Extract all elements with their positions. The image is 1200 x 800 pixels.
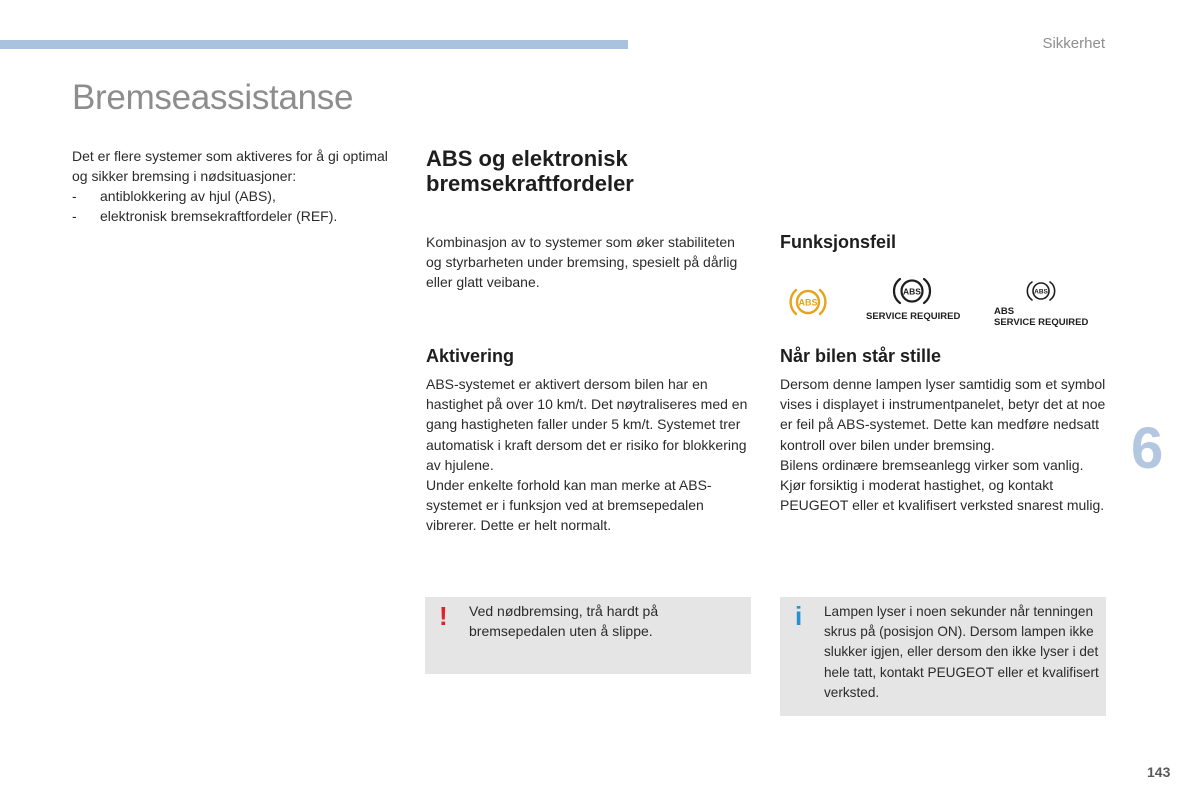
- chapter-number: 6: [1131, 416, 1164, 481]
- stationary-heading: Når bilen står stille: [780, 346, 942, 366]
- header-accent-bar: [0, 40, 628, 49]
- section-title: Sikkerhet: [1042, 35, 1105, 52]
- abs-circle-icon: [892, 274, 932, 308]
- info-note: [780, 597, 1106, 716]
- abs-section-heading: [426, 146, 634, 196]
- abs-service-required-small-icon: [994, 278, 1094, 328]
- exclamation-icon: !: [439, 601, 448, 631]
- activation-text: [426, 374, 752, 536]
- page-number: 143: [1147, 764, 1171, 780]
- intro-block: [72, 146, 392, 226]
- list-item: - antiblokkering av hjul (ABS),: [72, 186, 392, 206]
- warning-note-text: Ved nødbremsing, trå hardt på bremsepedalen uten å slippe.: [469, 603, 659, 640]
- abs-icon-text: ABS: [903, 286, 921, 297]
- stationary-para-2: Bilens ordinære bremseanlegg virker som vanlig. Kjør forsiktig i moderat hastighet, og kontakt PEUGEOT eller et kvalifisert verksted snarest mulig.: [780, 456, 1105, 514]
- service-required-label: SERVICE REQUIRED: [994, 317, 1089, 328]
- intro-text: Det er flere systemer som aktiveres for å gi optimal og sikker bremsing i nødsituasjoner:: [72, 148, 388, 184]
- abs-small-circle-icon: [1026, 278, 1056, 304]
- stationary-para-1: Dersom denne lampen lyser samtidig som et symbol vises i displayet i instrumentpanelet, betyr det at noe er feil på ABS-systemet. Dette kan medføre nedsatt kontroll over bilen under bremsing.: [780, 376, 1106, 453]
- intro-list: [72, 186, 392, 226]
- warning-note: [425, 597, 751, 674]
- info-icon: i: [795, 601, 803, 631]
- fault-heading: Funksjonsfeil: [780, 232, 897, 252]
- info-note-text: Lampen lyser i noen sekunder når tenningen skrus på (posisjon ON). Dersom lampen ikke slukker igjen, eller dersom den ikke lyser i det hele tatt, kontakt PEUGEOT eller et kvalifisert verksted.: [824, 604, 1099, 700]
- activation-para-2: Under enkelte forhold kan man merke at ABS-systemet er i funksjon ved at bremsepedalen vibrerer. Dette er helt normalt.: [426, 477, 712, 534]
- abs-heading-line2: bremsekraftfordeler: [426, 171, 634, 196]
- list-item: - elektronisk bremsekraftfordeler (REF).: [72, 206, 392, 226]
- abs-description: Kombinasjon av to systemer som øker stabiliteten og styrbarheten under bremsing, spesielt på dårlig eller glatt veibane.: [426, 234, 738, 290]
- activation-para-1: ABS-systemet er aktivert dersom bilen har en hastighet på over 10 km/t. Det nøytraliseres med en gang hastigheten faller under 5 km/t. Systemet trer automatisk i kraft dersom det er risiko for blokkering av hjulene.: [426, 376, 748, 473]
- stationary-text: [780, 374, 1106, 515]
- abs-heading-line1: ABS og elektronisk: [426, 146, 628, 171]
- page-title: Bremseassistanse: [72, 78, 354, 117]
- activation-heading: Aktivering: [426, 346, 515, 366]
- abs-lamp-text: ABS: [798, 297, 818, 308]
- abs-label: ABS: [994, 306, 1015, 317]
- abs-service-required-icon: [866, 274, 962, 324]
- service-required-label: SERVICE REQUIRED: [866, 311, 961, 322]
- abs-warning-lamp-icon: [788, 284, 828, 320]
- abs-small-icon-text: ABS: [1034, 288, 1048, 296]
